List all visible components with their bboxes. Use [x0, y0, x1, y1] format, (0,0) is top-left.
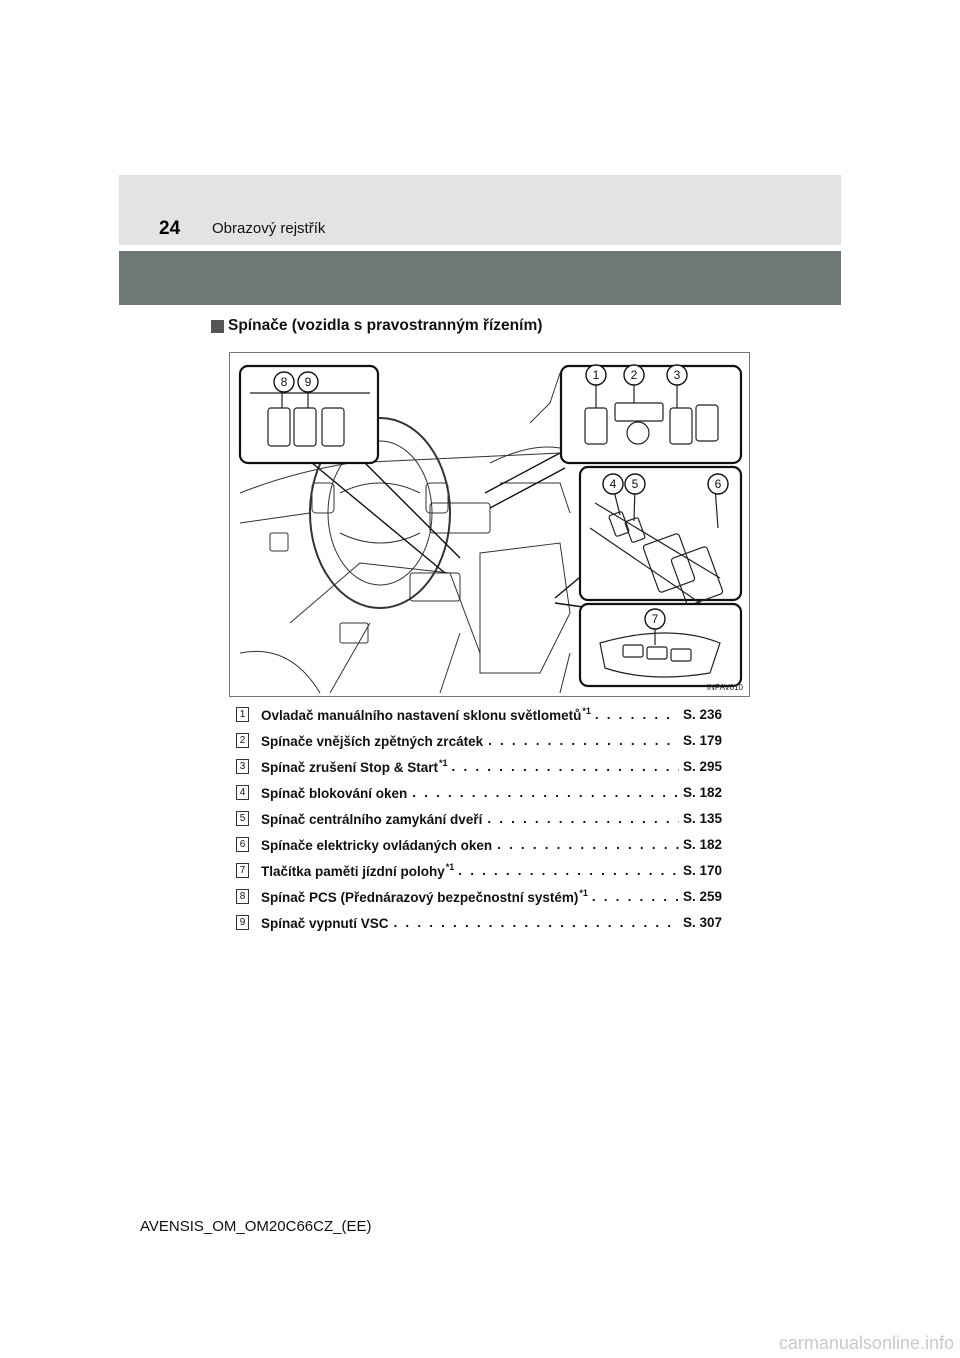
list-item	[236, 782, 722, 802]
item-label	[261, 810, 483, 827]
figure-code: INPAV010	[706, 683, 743, 692]
callout-2: 2	[630, 368, 638, 382]
item-number: 3	[236, 759, 249, 774]
callout-1: 1	[592, 368, 600, 382]
heading-text: Spínače (vozidla s pravostranným řízením)	[228, 317, 543, 334]
page-ref: S. 182	[682, 784, 722, 800]
item-label-text: Spínač PCS (Přednárazový bezpečnostní systém)	[261, 889, 579, 905]
item-label	[261, 732, 484, 749]
item-number: 4	[236, 785, 249, 800]
callout-6: 6	[714, 477, 722, 491]
callout-7: 7	[651, 612, 659, 626]
item-label	[261, 914, 390, 931]
leader-dots	[452, 759, 679, 774]
item-label	[261, 706, 591, 723]
item-label-text: Spínač centrálního zamykání dveří	[261, 811, 483, 827]
section-title: Obrazový rejstřík	[212, 220, 326, 237]
callout-5: 5	[631, 477, 639, 491]
switches-illustration	[229, 352, 750, 697]
callout-4: 4	[609, 477, 617, 491]
item-number: 2	[236, 733, 249, 748]
callout-3: 3	[673, 368, 681, 382]
section-banner	[119, 251, 841, 305]
leader-dots	[458, 863, 679, 878]
switches-heading	[211, 317, 542, 335]
document-footer: AVENSIS_OM_OM20C66CZ_(EE)	[140, 1218, 372, 1235]
leader-dots	[412, 785, 679, 800]
item-number: 1	[236, 707, 249, 722]
item-label-text: Spínač vypnutí VSC	[261, 915, 389, 931]
leader-dots	[595, 707, 679, 722]
item-number: 7	[236, 863, 249, 878]
leader-dots	[497, 837, 679, 852]
page-ref: S. 236	[682, 706, 722, 722]
list-item	[236, 912, 722, 932]
item-label	[261, 888, 588, 905]
item-label	[261, 784, 408, 801]
item-label	[261, 862, 454, 879]
item-label-text: Tlačítka paměti jízdní polohy	[261, 863, 445, 879]
heading-square-icon	[211, 320, 224, 333]
item-label-text: Spínače vnějších zpětných zrcátek	[261, 733, 484, 749]
item-number: 6	[236, 837, 249, 852]
page-ref: S. 307	[682, 914, 722, 930]
list-item	[236, 886, 722, 906]
item-label	[261, 836, 493, 853]
page-ref: S. 182	[682, 836, 722, 852]
page-ref: S. 135	[682, 810, 722, 826]
page-ref: S. 259	[682, 888, 722, 904]
page-ref: S. 179	[682, 732, 722, 748]
list-item	[236, 756, 722, 776]
item-number: 9	[236, 915, 249, 930]
list-item	[236, 834, 722, 854]
item-number: 8	[236, 889, 249, 904]
callout-9: 9	[304, 375, 312, 389]
footnote-mark: *1	[445, 861, 455, 872]
watermark: carmanualsonline.info	[778, 1333, 954, 1353]
leader-dots	[487, 811, 679, 826]
footnote-mark: *1	[579, 887, 588, 898]
item-label-text: Spínač zrušení Stop & Start	[261, 759, 439, 775]
footnote-mark: *1	[439, 757, 448, 768]
page-number: 24	[159, 218, 181, 239]
list-item	[236, 860, 722, 880]
list-item	[236, 808, 722, 828]
item-label-text: Spínač blokování oken	[261, 785, 408, 801]
list-item	[236, 730, 722, 750]
item-number: 5	[236, 811, 249, 826]
item-label-text: Spínače elektricky ovládaných oken	[261, 837, 493, 853]
leader-dots	[592, 889, 679, 904]
list-item	[236, 704, 722, 724]
item-label-text: Ovladač manuálního nastavení sklonu světlometů	[261, 707, 582, 723]
page-ref: S. 170	[682, 862, 722, 878]
item-label	[261, 758, 448, 775]
callout-8: 8	[280, 375, 288, 389]
leader-dots	[394, 915, 679, 930]
callout-labels	[230, 353, 750, 697]
page-ref: S. 295	[682, 758, 722, 774]
leader-dots	[488, 733, 679, 748]
footnote-mark: *1	[582, 705, 591, 716]
